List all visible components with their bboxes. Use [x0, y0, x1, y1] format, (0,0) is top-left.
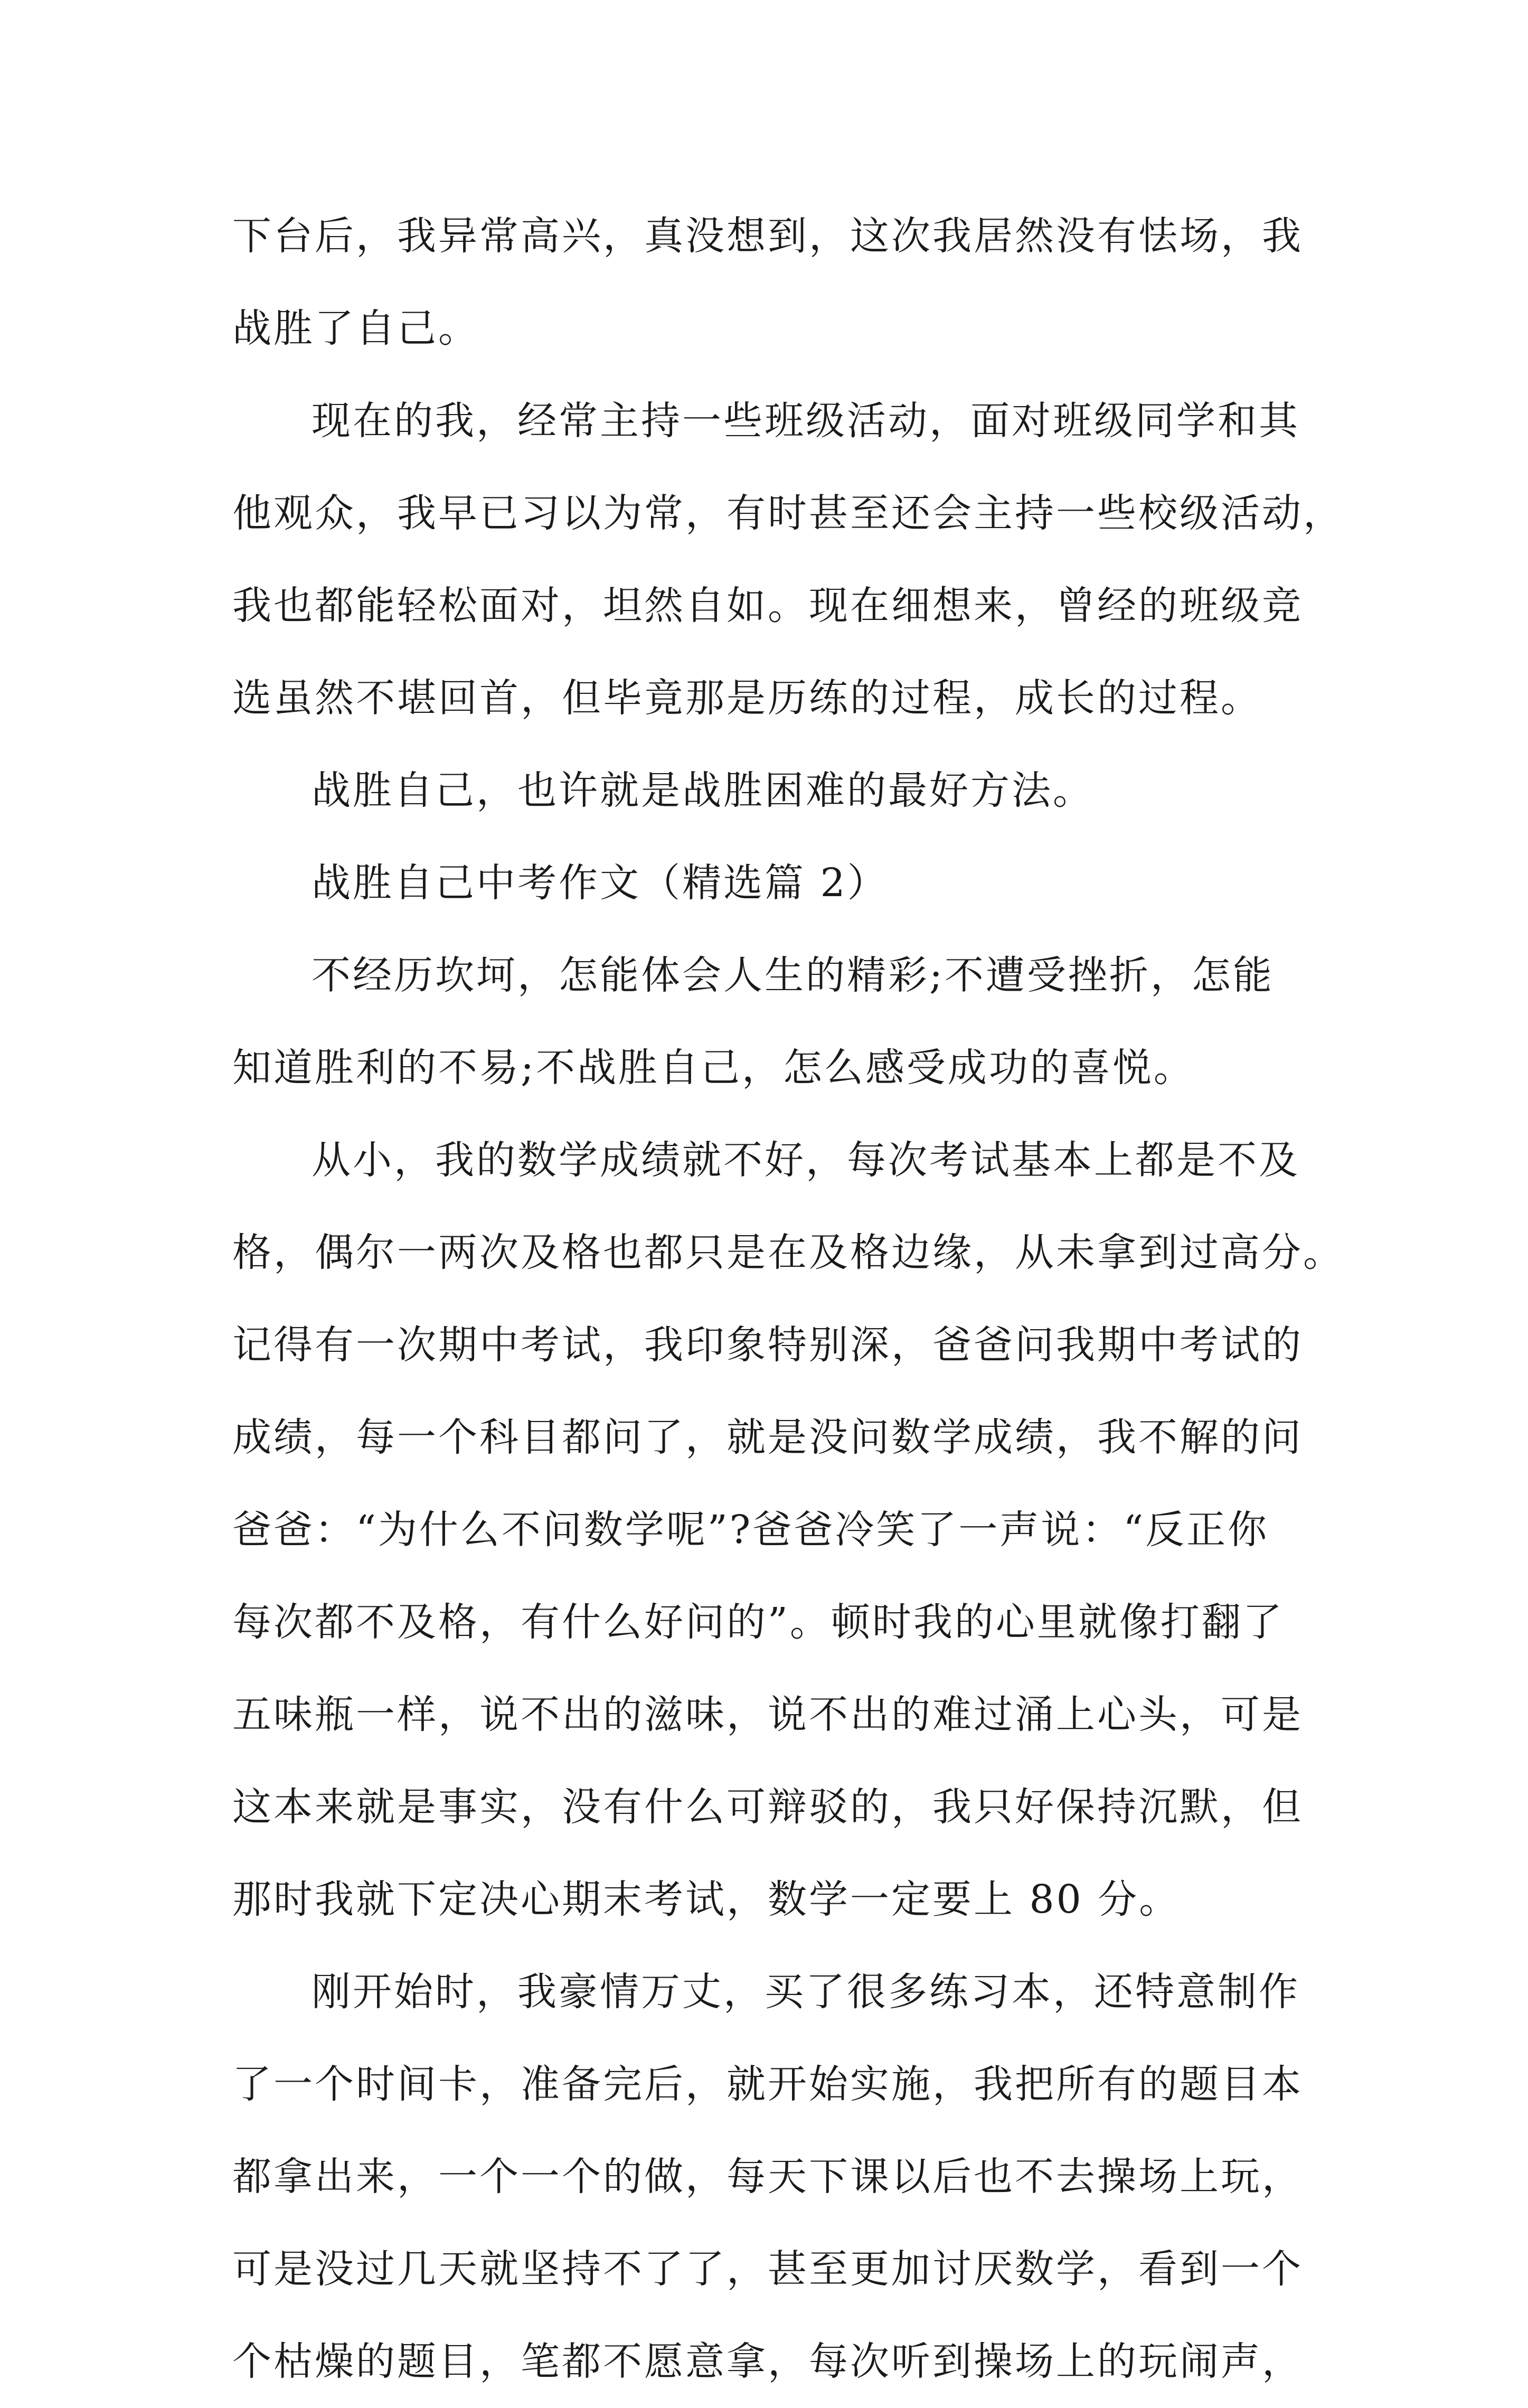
- document-body: [232, 190, 1344, 2408]
- text-line: 这本来就是事实，没有什么可辩驳的，我只好保持沉默，但: [232, 1784, 1303, 1830]
- text-line: 成绩，每一个科目都问了，就是没问数学成绩，我不解的问: [232, 1415, 1303, 1460]
- paragraph-start-line: 战胜自己，也许就是战胜困难的最好方法。: [312, 768, 1094, 813]
- text-line: 爸爸：“为什么不问数学呢”?爸爸冷笑了一声说：“反正你: [232, 1507, 1269, 1553]
- text-line: 那时我就下定决心期末考试，数学一定要上 80 分。: [232, 1877, 1181, 1922]
- text-line: 个枯燥的题目，笔都不愿意拿，每次听到操场上的玩闹声，: [232, 2339, 1303, 2384]
- paragraph-start-line: 刚开始时，我豪情万丈，买了很多练习本，还特意制作: [312, 1969, 1300, 2015]
- paragraph-start-line: 从小，我的数学成绩就不好，每次考试基本上都是不及: [312, 1137, 1300, 1183]
- text-line: 记得有一次期中考试，我印象特别深，爸爸问我期中考试的: [232, 1322, 1303, 1368]
- text-line: 五味瓶一样，说不出的滋味，说不出的难过涌上心头，可是: [232, 1692, 1303, 1737]
- text-line: 可是没过几天就坚持不了了，甚至更加讨厌数学，看到一个: [232, 2246, 1303, 2292]
- text-line: 我也都能轻松面对，坦然自如。现在细想来，曾经的班级竞: [232, 583, 1303, 628]
- text-line: 每次都不及格，有什么好问的”。顿时我的心里就像打翻了: [232, 1600, 1284, 1645]
- text-line: 下台后，我异常高兴，真没想到，这次我居然没有怯场，我: [232, 213, 1303, 259]
- paragraph-start-line: 现在的我，经常主持一些班级活动，面对班级同学和其: [312, 398, 1300, 444]
- text-line: 战胜了自己。: [232, 306, 479, 351]
- paragraph-start-line: 不经历坎坷，怎能体会人生的精彩;不遭受挫折，怎能: [312, 953, 1274, 998]
- text-line: 选虽然不堪回首，但毕竟那是历练的过程，成长的过程。: [232, 675, 1262, 721]
- text-line: 格，偶尔一两次及格也都只是在及格边缘，从未拿到过高分。: [232, 1230, 1344, 1275]
- text-line: 了一个时间卡，准备完后，就开始实施，我把所有的题目本: [232, 2062, 1303, 2107]
- text-line: 知道胜利的不易;不战胜自己，怎么感受成功的喜悦。: [232, 1045, 1195, 1090]
- section-heading: 战胜自己中考作文（精选篇 2）: [312, 860, 889, 906]
- text-line: 都拿出来，一个一个的做，每天下课以后也不去操场上玩，: [232, 2154, 1303, 2199]
- text-line: 他观众，我早已习以为常，有时甚至还会主持一些校级活动，: [232, 491, 1344, 536]
